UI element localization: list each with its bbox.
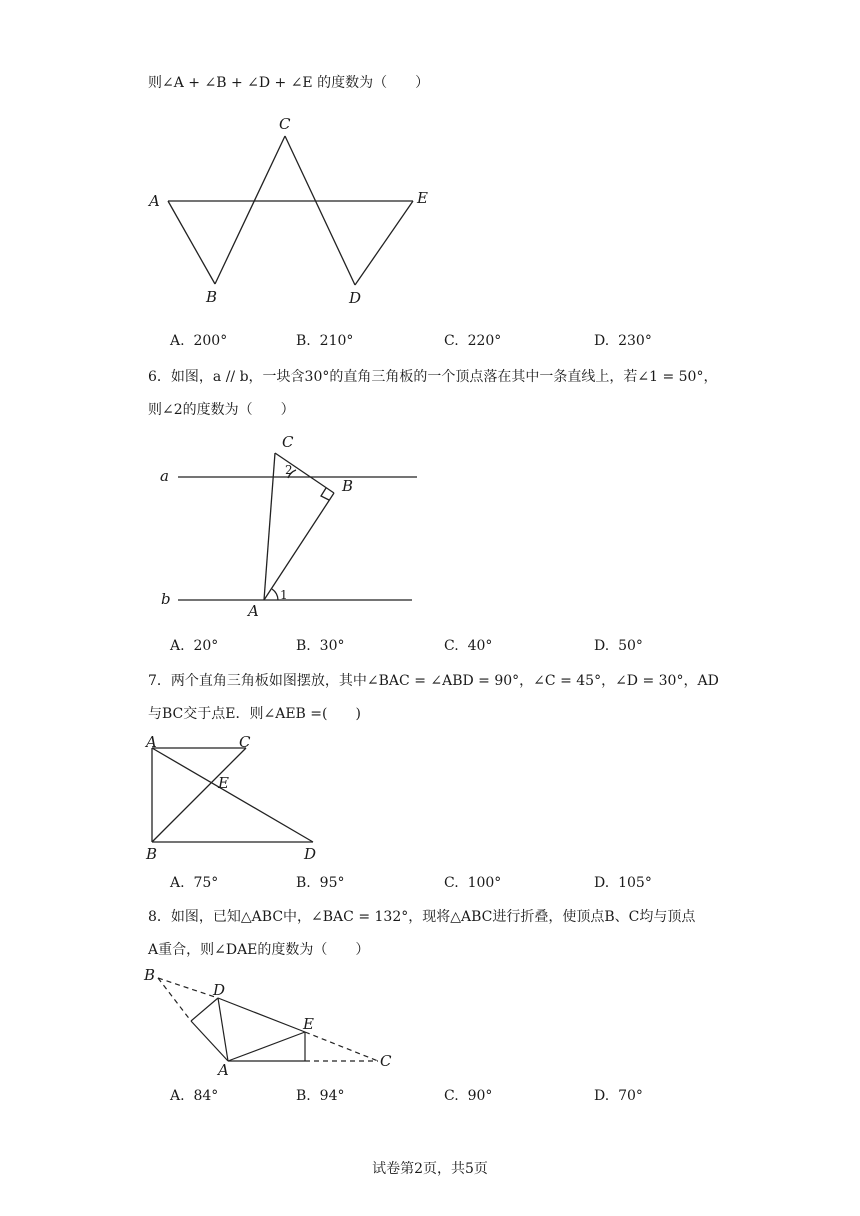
- q7-stem-line1: 7．两个直角三角板如图摆放，其中∠BAC = ∠ABD = 90°，∠C = 45°，∠D = 30°，AD: [148, 673, 719, 689]
- q6-option-c-letter: C.: [444, 638, 459, 654]
- q8-dashed-B-fold: [158, 978, 191, 1021]
- q8-option-a[interactable]: [170, 1087, 218, 1105]
- q5-option-c-letter: C.: [444, 333, 459, 349]
- q7-label-E: E: [218, 774, 229, 792]
- q5-option-d-text: 230°: [618, 333, 652, 349]
- q7-option-a-letter: A.: [170, 875, 185, 891]
- q7-option-b[interactable]: [296, 874, 344, 892]
- q8-option-a-letter: A.: [170, 1088, 185, 1104]
- q8-line-fold-D: [191, 998, 218, 1021]
- q6-label-angle2: 2: [285, 463, 293, 477]
- q8-option-d-text: 70°: [618, 1088, 643, 1104]
- q6-label-C: C: [282, 433, 294, 451]
- q7-option-c-letter: C.: [444, 875, 459, 891]
- q8-dashed-BD: [158, 978, 218, 998]
- q7-option-b-text: 95°: [319, 875, 345, 891]
- q8-label-D: D: [213, 981, 226, 999]
- q5-stem-line2: 则∠A + ∠B + ∠D + ∠E 的度数为（ ）: [148, 75, 430, 91]
- q6-option-d-letter: D.: [594, 638, 610, 654]
- q5-line-AB: [168, 201, 215, 284]
- q8-option-d-letter: D.: [594, 1088, 610, 1104]
- q5-option-d[interactable]: [594, 332, 652, 350]
- q6-stem-line1: 6．如图，a // b，一块含30°的直角三角板的一个顶点落在其中一条直线上，若∠1 = 50°，: [148, 369, 718, 385]
- q6-angle1-arc: [272, 589, 278, 600]
- q6-figure: [178, 453, 417, 600]
- q6-option-a-text: 20°: [193, 638, 219, 654]
- q6-label-B: B: [342, 477, 354, 495]
- q6-line-CA: [264, 453, 275, 600]
- q6-option-d[interactable]: [594, 637, 643, 655]
- q8-option-a-text: 84°: [193, 1088, 219, 1104]
- q5-label-B: B: [206, 288, 218, 306]
- q7-option-d[interactable]: [594, 874, 652, 892]
- q6-label-b: b: [161, 590, 171, 608]
- q8-label-E: E: [303, 1015, 314, 1033]
- q6-option-c-text: 40°: [467, 638, 493, 654]
- q5-line-DE: [355, 201, 413, 285]
- q6-option-b[interactable]: [296, 637, 344, 655]
- q7-option-a[interactable]: [170, 874, 218, 892]
- q6-line-CB: [275, 453, 334, 493]
- q8-stem-line1: 8．如图，已知△ABC中，∠BAC = 132°，现将△ABC进行折叠，使顶点B、C均与顶点: [148, 909, 696, 925]
- q5-option-c-text: 220°: [467, 333, 502, 349]
- q5-option-a-letter: A.: [170, 333, 185, 349]
- q7-stem-line2: 与BC交于点E．则∠AEB =( ): [148, 706, 361, 722]
- q5-label-E: E: [417, 189, 428, 207]
- q5-figure: [168, 136, 413, 285]
- q5-option-b-letter: B.: [296, 333, 311, 349]
- q8-label-B: B: [144, 966, 156, 984]
- q6-label-a: a: [160, 467, 169, 485]
- q5-line-BC: [215, 136, 285, 284]
- q5-option-c[interactable]: [444, 332, 501, 350]
- page-footer: 试卷第2页，共5页: [372, 1161, 488, 1177]
- q6-option-a-letter: A.: [170, 638, 185, 654]
- q5-label-D: D: [349, 289, 362, 307]
- q5-label-C: C: [279, 115, 291, 133]
- q7-label-A: A: [146, 733, 157, 751]
- q6-label-A: A: [248, 602, 259, 620]
- q6-option-d-text: 50°: [618, 638, 643, 654]
- q8-option-c-letter: C.: [444, 1088, 459, 1104]
- q7-label-B: B: [146, 845, 158, 863]
- q7-option-d-text: 105°: [618, 875, 652, 891]
- q5-option-d-letter: D.: [594, 333, 610, 349]
- q5-option-b-text: 210°: [319, 333, 354, 349]
- q8-option-c-text: 90°: [467, 1088, 493, 1104]
- q5-option-a-text: 200°: [193, 333, 228, 349]
- q8-figure: [158, 978, 378, 1061]
- q5-option-a[interactable]: [170, 332, 227, 350]
- q6-stem-line2: 则∠2的度数为（ ）: [148, 402, 295, 418]
- q5-option-b[interactable]: [296, 332, 353, 350]
- q5-label-A: A: [149, 192, 160, 210]
- q7-label-C: C: [239, 733, 251, 751]
- q8-option-c[interactable]: [444, 1087, 492, 1105]
- q8-label-C: C: [380, 1052, 392, 1070]
- q7-option-c[interactable]: [444, 874, 501, 892]
- q8-dashed-EC: [305, 1032, 378, 1061]
- q6-option-b-letter: B.: [296, 638, 311, 654]
- q8-option-b-text: 94°: [319, 1088, 345, 1104]
- q7-option-a-text: 75°: [193, 875, 219, 891]
- q6-option-c[interactable]: [444, 637, 492, 655]
- q8-label-A: A: [218, 1061, 229, 1079]
- q8-option-d[interactable]: [594, 1087, 643, 1105]
- q7-option-b-letter: B.: [296, 875, 311, 891]
- q8-option-b-letter: B.: [296, 1088, 311, 1104]
- q8-line-AE: [228, 1032, 305, 1061]
- q8-stem-line2: A重合，则∠DAE的度数为（ ）: [148, 942, 370, 958]
- q7-option-c-text: 100°: [467, 875, 502, 891]
- q8-option-b[interactable]: [296, 1087, 344, 1105]
- q6-line-BA: [264, 493, 334, 600]
- q6-option-a[interactable]: [170, 637, 218, 655]
- q6-right-angle-mark: [321, 488, 329, 500]
- q7-option-d-letter: D.: [594, 875, 610, 891]
- q8-line-DE: [218, 998, 305, 1032]
- q5-line-CD: [285, 136, 355, 285]
- q6-option-b-text: 30°: [319, 638, 345, 654]
- q7-figure: [152, 748, 313, 842]
- q6-label-angle1: 1: [280, 588, 288, 602]
- q7-label-D: D: [304, 845, 317, 863]
